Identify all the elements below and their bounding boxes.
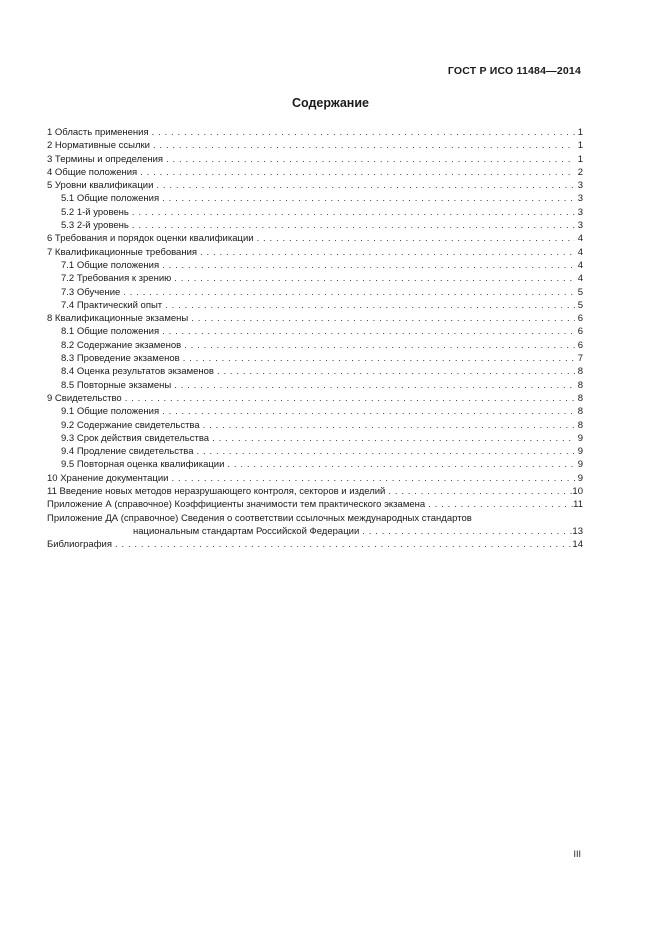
toc-entry-title: 9.5 Повторная оценка квалификации <box>61 459 225 471</box>
toc-entry-title: 6 Требования и порядок оценки квалификации <box>47 233 254 245</box>
toc-entry-title: 7.1 Общие положения <box>61 259 160 271</box>
dot-leader <box>385 485 572 498</box>
toc-entry[interactable] <box>47 445 583 458</box>
toc-entry[interactable] <box>47 365 583 378</box>
toc-entry-title: Библиография <box>47 539 112 551</box>
toc-entry-title: 10 Хранение документации <box>47 472 169 484</box>
toc-entry[interactable] <box>47 538 583 551</box>
toc-entry[interactable] <box>47 232 583 245</box>
table-of-contents <box>47 126 583 552</box>
toc-entry[interactable] <box>47 472 583 485</box>
toc-entry-title: 8.5 Повторные экзамены <box>61 379 172 391</box>
toc-entry[interactable] <box>47 498 583 511</box>
toc-entry-title: 9.1 Общие положения <box>61 406 160 418</box>
toc-entry-page: 9 <box>577 472 583 484</box>
toc-entry[interactable] <box>47 246 583 259</box>
toc-entry-title: 9.3 Срок действия свидетельства <box>61 432 210 444</box>
dot-leader <box>153 179 575 192</box>
dot-leader <box>188 312 575 325</box>
toc-entry[interactable] <box>47 286 583 299</box>
toc-entry-title: 5 Уровни квалификации <box>47 180 154 192</box>
toc-entry-page: 3 <box>577 206 583 218</box>
toc-entry-page: 4 <box>577 259 583 271</box>
dot-leader <box>180 352 575 365</box>
toc-entry[interactable] <box>47 153 583 166</box>
toc-entry-page: 9 <box>577 459 583 471</box>
toc-entry[interactable] <box>47 206 583 219</box>
dot-leader <box>159 325 575 338</box>
dot-leader <box>150 139 575 152</box>
toc-entry-page: 3 <box>577 180 583 192</box>
toc-entry[interactable] <box>47 419 583 432</box>
toc-entry-page: 5 <box>577 286 583 298</box>
toc-entry-page: 1 <box>577 127 583 138</box>
toc-entry[interactable] <box>47 179 583 192</box>
toc-entry[interactable] <box>47 166 583 179</box>
dot-leader <box>120 286 575 299</box>
toc-entry-page: 4 <box>577 273 583 285</box>
toc-entry[interactable] <box>47 272 583 285</box>
toc-entry-title: Приложение А (справочное) Коэффициенты значимости тем практического экзамена <box>47 499 426 511</box>
dot-leader <box>122 392 575 405</box>
dot-leader <box>171 272 575 285</box>
toc-entry-page: 7 <box>577 353 583 365</box>
page-number: III <box>573 849 581 859</box>
toc-entry-page: 1 <box>577 140 583 152</box>
dot-leader <box>214 365 575 378</box>
dot-leader <box>209 432 575 445</box>
toc-entry-page: 3 <box>577 193 583 205</box>
toc-entry-title: 7.4 Практический опыт <box>61 299 163 311</box>
toc-entry-page: 3 <box>577 220 583 232</box>
dot-leader <box>163 153 575 166</box>
dot-leader <box>171 379 575 392</box>
toc-entry-page: 1 <box>577 153 583 165</box>
toc-entry-page: 9 <box>577 432 583 444</box>
toc-entry-title: 7.3 Обучение <box>61 286 121 298</box>
dot-leader <box>159 259 575 272</box>
toc-entry-title: 8.2 Содержание экзаменов <box>61 339 182 351</box>
toc-entry-page: 6 <box>577 313 583 325</box>
toc-entry[interactable] <box>47 192 583 205</box>
toc-entry[interactable] <box>47 339 583 352</box>
toc-entry[interactable] <box>47 392 583 405</box>
toc-entry-page: 13 <box>572 525 583 537</box>
dot-leader <box>194 445 575 458</box>
toc-entry-page: 8 <box>577 379 583 391</box>
toc-entry-page: 8 <box>577 392 583 404</box>
page-title: Содержание <box>291 96 369 110</box>
toc-entry-page: 8 <box>577 419 583 431</box>
toc-entry-page: 5 <box>577 299 583 311</box>
toc-entry[interactable] <box>47 525 583 538</box>
toc-entry[interactable] <box>47 312 583 325</box>
dot-leader <box>162 299 575 312</box>
toc-entry-title: 3 Термины и определения <box>47 153 164 165</box>
toc-entry[interactable] <box>47 139 583 152</box>
toc-entry-page: 14 <box>572 539 583 551</box>
toc-entry[interactable] <box>47 325 583 338</box>
toc-entry-page: 4 <box>577 233 583 245</box>
toc-entry-title: 5.1 Общие положения <box>61 193 160 205</box>
toc-entry-title: 9 Свидетельство <box>47 392 122 404</box>
toc-entry-title: 7.2 Требования к зрению <box>61 273 172 285</box>
dot-leader <box>137 166 575 179</box>
toc-entry[interactable] <box>47 259 583 272</box>
toc-entry[interactable] <box>47 432 583 445</box>
dot-leader <box>129 206 575 219</box>
toc-entry-title: национальным стандартам Российской Федерации <box>133 525 360 537</box>
dot-leader <box>200 419 575 432</box>
dot-leader <box>254 232 575 245</box>
toc-entry-page: 4 <box>577 246 583 258</box>
toc-entry[interactable] <box>47 219 583 232</box>
toc-entry-page: 11 <box>573 499 583 511</box>
toc-entry-title: 2 Нормативные ссылки <box>47 140 150 152</box>
toc-entry-title: 8.4 Оценка результатов экзаменов <box>61 366 214 378</box>
toc-entry-title: 7 Квалификационные требования <box>47 246 198 258</box>
toc-entry-title: 4 Общие положения <box>47 166 138 178</box>
toc-entry-title: 11 Введение новых методов неразрушающего контроля, секторов и изделий <box>47 486 386 498</box>
toc-entry-page: 6 <box>577 339 583 351</box>
dot-leader <box>112 538 572 551</box>
toc-entry[interactable] <box>47 379 583 392</box>
toc-entry[interactable] <box>47 405 583 418</box>
dot-leader <box>159 405 575 418</box>
toc-entry-page: 9 <box>577 446 583 458</box>
toc-entry[interactable] <box>47 485 583 498</box>
toc-entry-title: 8 Квалификационные экзамены <box>47 313 189 325</box>
toc-entry-title: 8.3 Проведение экзаменов <box>61 353 180 365</box>
toc-entry[interactable] <box>47 126 583 139</box>
toc-entry[interactable] <box>47 299 583 312</box>
dot-leader <box>197 246 575 259</box>
dot-leader <box>425 498 573 511</box>
toc-entry-page: 2 <box>577 166 583 178</box>
toc-entry-title: 9.2 Содержание свидетельства <box>61 419 200 431</box>
dot-leader <box>159 192 575 205</box>
toc-entry-title: 1 Область применения <box>47 127 149 138</box>
toc-entry-title: 5.3 2-й уровень <box>61 220 129 232</box>
toc-entry-title: 5.2 1-й уровень <box>61 206 129 218</box>
dot-leader <box>359 525 572 538</box>
dot-leader <box>149 126 575 139</box>
dot-leader <box>129 219 575 232</box>
dot-leader <box>169 472 576 485</box>
toc-entry-title: 8.1 Общие положения <box>61 326 160 338</box>
toc-entry-page: 8 <box>577 406 583 418</box>
toc-entry-page: 6 <box>577 326 583 338</box>
toc-entry-title: 9.4 Продление свидетельства <box>61 446 194 458</box>
dot-leader <box>224 458 575 471</box>
dot-leader <box>181 339 575 352</box>
toc-entry-page: 10 <box>572 486 583 498</box>
toc-entry-title: Приложение ДА (справочное) Сведения о соответствии ссылочных международных стандартов <box>47 512 472 524</box>
toc-entry[interactable] <box>47 458 583 471</box>
toc-entry-page: 8 <box>577 366 583 378</box>
document-code: ГОСТ Р ИСО 11484—2014 <box>447 65 581 77</box>
toc-entry[interactable] <box>47 512 583 525</box>
toc-entry[interactable] <box>47 352 583 365</box>
